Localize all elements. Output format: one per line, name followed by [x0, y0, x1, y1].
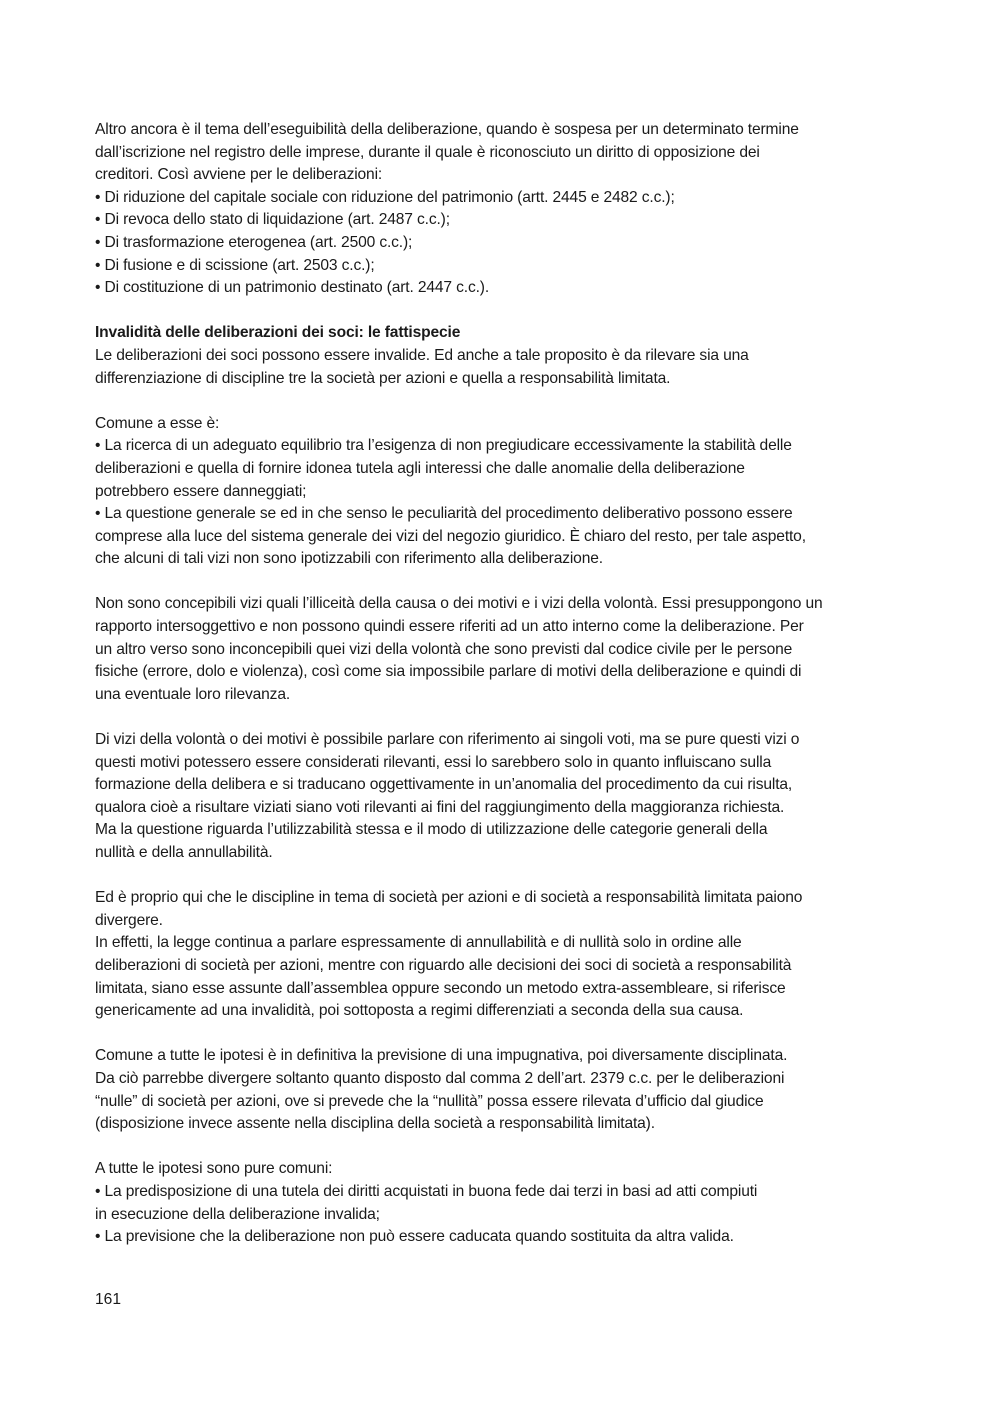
text-line: In effetti, la legge continua a parlare espressamente di annullabilità e di nullità solo in ordine alle: [95, 934, 742, 952]
text-line: una eventuale loro rilevanza.: [95, 685, 291, 703]
text-line: differenziazione di discipline tre la società per azioni e quella a responsabilità limitata.: [95, 369, 671, 387]
text-line: Non sono concepibili vizi quali l’illiceità della causa o dei motivi e i vizi della volontà. Essi presuppongono un: [95, 595, 823, 613]
paragraph: [95, 887, 910, 1023]
text-line: Ed è proprio qui che le discipline in tema di società per azioni e di società a responsabilità limitata paiono: [95, 889, 803, 907]
text-line: Ma la questione riguarda l’utilizzabilità stessa e il modo di utilizzazione delle categorie generali della: [95, 821, 768, 839]
text-line: deliberazioni e quella di fornire idonea tutela agli interessi che dalle anomalie della deliberazione: [95, 459, 745, 477]
text-line: • Di riduzione del capitale sociale con riduzione del patrimonio (artt. 2445 e 2482 c.c.);: [95, 188, 675, 206]
text-line: Di vizi della volontà o dei motivi è possibile parlare con riferimento ai singoli voti, ma se pure questi vizi o: [95, 731, 800, 749]
paragraph: [95, 729, 910, 865]
text-line: che alcuni di tali vizi non sono ipotizzabili con riferimento alla deliberazione.: [95, 550, 603, 568]
text-line: qualora cioè a risultare viziati siano voti rilevanti ai fini del raggiungimento della maggioranza richiesta.: [95, 798, 785, 816]
text-line: dall’iscrizione nel registro delle imprese, durante il quale è riconosciuto un diritto di opposizione dei: [95, 143, 760, 161]
text-line: A tutte le ipotesi sono pure comuni:: [95, 1160, 333, 1178]
blank-line: [95, 1136, 910, 1159]
heading-text: Invalidità delle deliberazioni dei soci: le fattispecie: [95, 324, 461, 342]
text-line: Comune a tutte le ipotesi è in definitiva la previsione di una impugnativa, poi diversamente disciplinata.: [95, 1047, 788, 1065]
text-line: divergere.: [95, 911, 163, 929]
blank-line: [95, 300, 910, 323]
text-line: Comune a esse è:: [95, 414, 220, 432]
blank-line: [95, 390, 910, 413]
text-line: limitata, siano esse assunte dall’assemblea oppure secondo un metodo extra-assembleare, si riferisce: [95, 979, 786, 997]
section-heading: [95, 322, 910, 345]
text-line: • La questione generale se ed in che senso le peculiarità del procedimento deliberativo possono essere: [95, 505, 793, 523]
text-line: Da ciò parrebbe divergere soltanto quanto disposto dal comma 2 dell’art. 2379 c.c. per le deliberazioni: [95, 1069, 785, 1087]
text-line: un altro verso sono inconcepibili quei vizi della volontà che sono previsti dal codice civile per le persone: [95, 640, 793, 658]
text-line: • Di trasformazione eterogenea (art. 2500 c.c.);: [95, 233, 413, 251]
text-line: • Di revoca dello stato di liquidazione (art. 2487 c.c.);: [95, 211, 450, 229]
paragraph: [95, 413, 910, 571]
page-number: 161: [95, 1291, 122, 1308]
text-line: rapporto intersoggettivo e non possono quindi essere riferiti ad un atto interno come la deliberazione. Per: [95, 618, 804, 636]
blank-line: [95, 571, 910, 594]
text-line: • La ricerca di un adeguato equilibrio tra l’esigenza di non pregiudicare eccessivamente la stabilità delle: [95, 437, 792, 455]
text-line: (disposizione invece assente nella disciplina della società a responsabilità limitata).: [95, 1115, 655, 1133]
text-line: formazione della delibera e si traducano oggettivamente in un’anomalia del procedimento da cui risulta,: [95, 776, 793, 794]
text-line: • La previsione che la deliberazione non può essere caducata quando sostituita da altra valida.: [95, 1228, 734, 1246]
blank-line: [95, 1023, 910, 1046]
paragraph: [95, 1158, 910, 1248]
text-line: deliberazioni di società per azioni, mentre con riguardo alle decisioni dei soci di società a responsabilità: [95, 956, 792, 974]
text-line: nullità e della annullabilità.: [95, 844, 273, 861]
paragraph: [95, 345, 910, 390]
blank-line: [95, 706, 910, 729]
text-line: potrebbero essere danneggiati;: [95, 482, 307, 500]
paragraph: [95, 593, 910, 706]
text-line: • Di costituzione di un patrimonio destinato (art. 2447 c.c.).: [95, 279, 489, 297]
paragraph: [95, 119, 910, 300]
blank-line: [95, 865, 910, 888]
document-page: [95, 119, 910, 1249]
paragraph: [95, 1045, 910, 1135]
text-line: genericamente ad una invalidità, poi sottoposta a regimi differenziati a seconda della sua causa.: [95, 1002, 744, 1020]
text-line: fisiche (errore, dolo e violenza), così come sia impossibile parlare di motivi della deliberazione e quindi di: [95, 663, 802, 681]
text-line: comprese alla luce del sistema generale dei vizi del negozio giuridico. È chiaro del resto, per tale aspetto,: [95, 527, 806, 545]
text-line: • Di fusione e di scissione (art. 2503 c.c.);: [95, 256, 375, 274]
text-line: “nulle” di società per azioni, ove si prevede che la “nullità” possa essere rilevata d’ufficio dal giudice: [95, 1092, 764, 1110]
text-line: • La predisposizione di una tutela dei diritti acquistati in buona fede dai terzi in basi ad atti compiuti: [95, 1182, 758, 1200]
text-line: Altro ancora è il tema dell’eseguibilità della deliberazione, quando è sospesa per un determinato termine: [95, 121, 799, 138]
text-line: questi motivi potessero essere considerati rilevanti, essi lo sarebbero solo in quanto influiscano sulla: [95, 753, 772, 771]
text-line: Le deliberazioni dei soci possono essere invalide. Ed anche a tale proposito è da rilevare sia una: [95, 346, 749, 364]
text-line: creditori. Così avviene per le deliberazioni:: [95, 166, 383, 184]
text-line: in esecuzione della deliberazione invalida;: [95, 1205, 380, 1223]
